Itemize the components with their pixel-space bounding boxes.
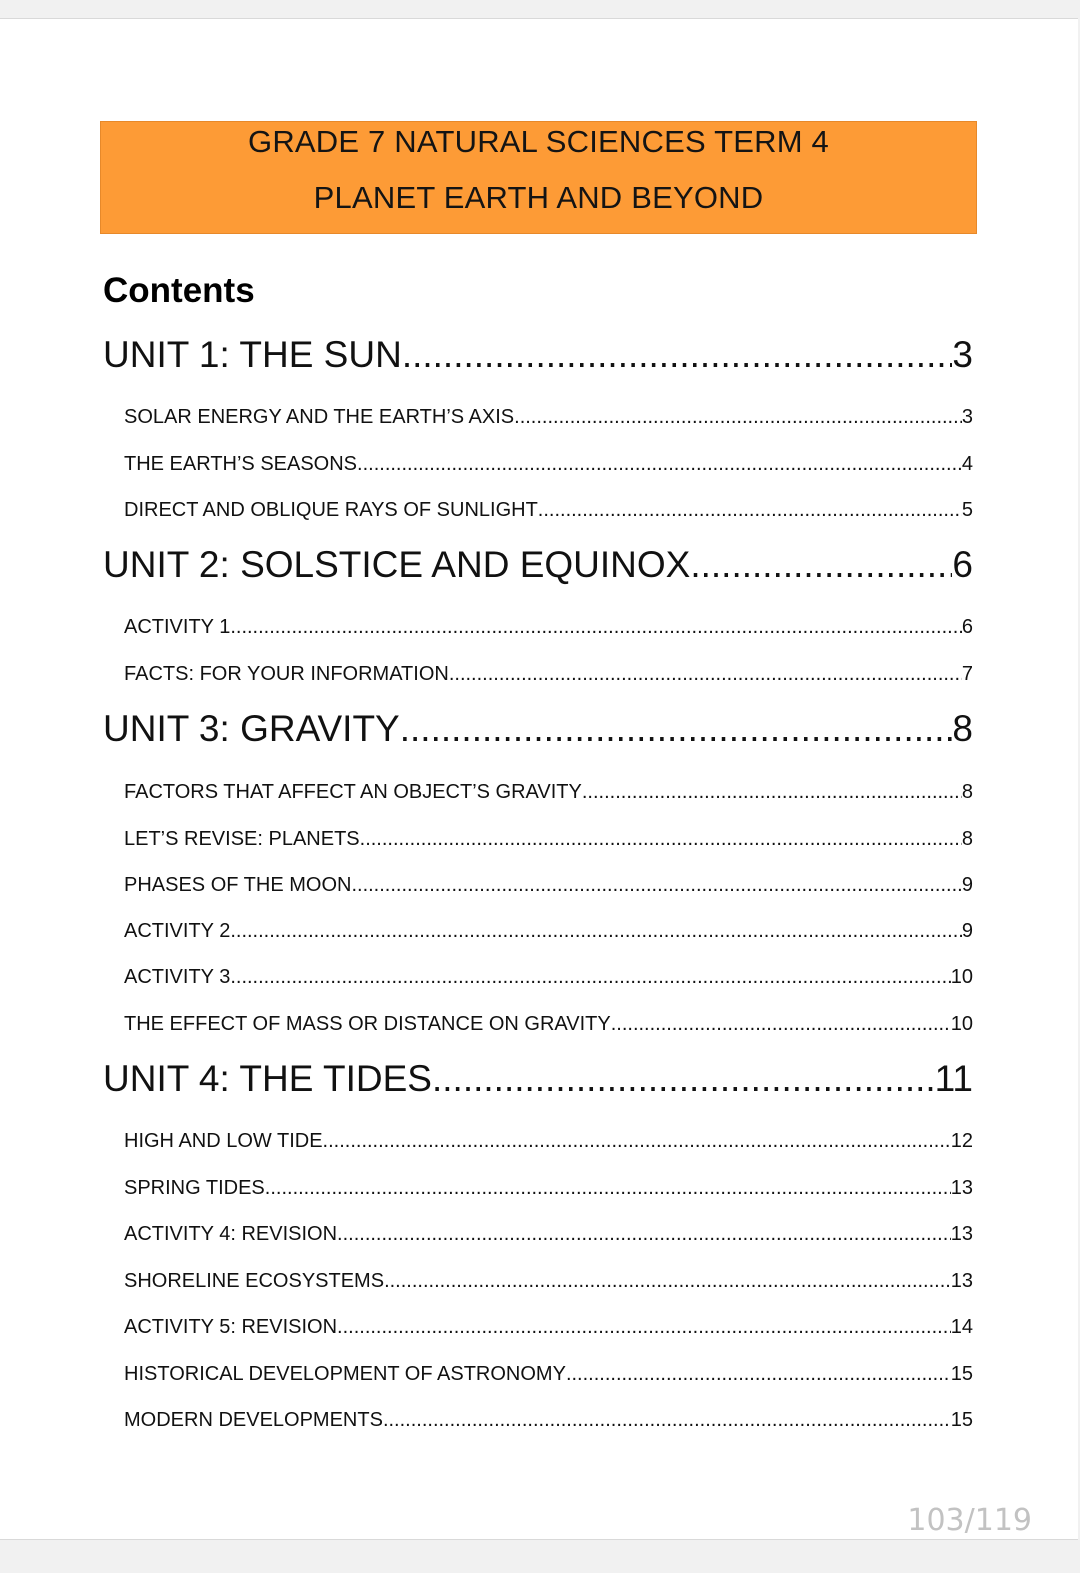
toc-page-number: 12 [950, 1130, 973, 1152]
toc-page-number: 13 [950, 1270, 973, 1292]
toc-unit-1[interactable] [103, 332, 973, 378]
toc-entry-title: PHASES OF THE MOON [124, 874, 352, 896]
toc-page-number: 6 [952, 544, 973, 585]
toc-leader-dots [449, 661, 962, 687]
document-title-line1: GRADE 7 NATURAL SCIENCES TERM 4 [248, 124, 829, 159]
toc-entry[interactable] [124, 1221, 973, 1247]
toc-leader-dots [400, 706, 953, 752]
toc-entry[interactable] [124, 497, 973, 523]
toc-entry-title: ACTIVITY 4: REVISION [124, 1223, 338, 1245]
toc-leader-dots [360, 826, 962, 852]
toc-page-number: 10 [950, 966, 973, 988]
toc-leader-dots [265, 1175, 951, 1201]
toc-unit-title: UNIT 1: THE SUN [103, 334, 402, 375]
toc-page-number: 7 [961, 663, 973, 685]
toc-page-number: 3 [961, 406, 973, 428]
toc-entry-title: FACTS: FOR YOUR INFORMATION [124, 663, 449, 685]
toc-leader-dots [230, 614, 962, 640]
toc-entry[interactable] [124, 1175, 973, 1201]
toc-page-number: 8 [961, 828, 973, 850]
toc-page-number: 5 [961, 499, 973, 521]
toc-entry-title: HIGH AND LOW TIDE [124, 1130, 323, 1152]
toc-entry[interactable] [124, 779, 973, 805]
toc-page-number: 6 [961, 616, 973, 638]
toc-page-number: 15 [950, 1363, 973, 1385]
toc-entry[interactable] [124, 614, 973, 640]
toc-unit-4[interactable] [103, 1056, 973, 1102]
toc-entry[interactable] [124, 661, 973, 687]
toc-page-number: 9 [961, 920, 973, 942]
toc-entry-title: MODERN DEVELOPMENTS [124, 1409, 383, 1431]
toc-page-number: 8 [952, 708, 973, 749]
toc-unit-title: UNIT 3: GRAVITY [103, 708, 400, 749]
toc-page-number: 9 [961, 874, 973, 896]
toc-leader-dots [357, 451, 962, 477]
toc-leader-dots [384, 1268, 951, 1294]
toc-page-number: 8 [961, 781, 973, 803]
toc-entry-title: LET’S REVISE: PLANETS [124, 828, 360, 850]
toc-leader-dots [611, 1011, 951, 1037]
toc-entry-title: ACTIVITY 5: REVISION [124, 1316, 338, 1338]
toc-leader-dots [582, 779, 962, 805]
toc-entry[interactable] [124, 1407, 973, 1433]
toc-entry[interactable] [124, 1268, 973, 1294]
toc-entry-title: SPRING TIDES [124, 1177, 265, 1199]
toc-entry-title: ACTIVITY 2 [124, 920, 231, 942]
toc-entry[interactable] [124, 404, 973, 430]
toc-entry-title: HISTORICAL DEVELOPMENT OF ASTRONOMY [124, 1363, 566, 1385]
toc-unit-2[interactable] [103, 542, 973, 588]
toc-entry[interactable] [124, 1128, 973, 1154]
toc-leader-dots [351, 872, 961, 898]
toc-leader-dots [432, 1056, 935, 1102]
toc-entry[interactable] [124, 1011, 973, 1037]
toc-leader-dots [337, 1314, 951, 1340]
toc-entry[interactable] [124, 1314, 973, 1340]
toc-page-number: 15 [950, 1409, 973, 1431]
toc-leader-dots [323, 1128, 951, 1154]
toc-leader-dots [383, 1407, 951, 1433]
toc-unit-title: UNIT 2: SOLSTICE AND EQUINOX [103, 544, 691, 585]
toc-leader-dots [538, 497, 962, 523]
toc-entry[interactable] [124, 1361, 973, 1387]
toc-leader-dots [230, 918, 962, 944]
toc-page-number: 3 [952, 334, 973, 375]
toc-leader-dots [402, 332, 953, 378]
document-title-line2: PLANET EARTH AND BEYOND [313, 180, 764, 215]
toc-entry-title: SHORELINE ECOSYSTEMS [124, 1270, 385, 1292]
toc-page-number: 13 [950, 1177, 973, 1199]
toc-leader-dots [337, 1221, 951, 1247]
toc-leader-dots [230, 964, 950, 990]
toc-page-number: 4 [961, 453, 973, 475]
toc-entry[interactable] [124, 451, 973, 477]
page-indicator: 103/119 [907, 1503, 1032, 1538]
toc-entry-title: FACTORS THAT AFFECT AN OBJECT’S GRAVITY [124, 781, 582, 803]
title-banner [100, 121, 977, 234]
toc-entry-title: SOLAR ENERGY AND THE EARTH’S AXIS [124, 406, 515, 428]
toc-entry[interactable] [124, 964, 973, 990]
toc-leader-dots [514, 404, 962, 430]
toc-entry[interactable] [124, 872, 973, 898]
toc-entry-title: ACTIVITY 3 [124, 966, 231, 988]
toc-page-number: 10 [950, 1013, 973, 1035]
toc-page-number: 14 [950, 1316, 973, 1338]
toc-leader-dots [690, 542, 952, 588]
toc-unit-3[interactable] [103, 706, 973, 752]
toc-entry-title: THE EARTH’S SEASONS [124, 453, 358, 475]
toc-unit-title: UNIT 4: THE TIDES [103, 1058, 432, 1099]
toc-leader-dots [566, 1361, 951, 1387]
toc-entry-title: DIRECT AND OBLIQUE RAYS OF SUNLIGHT [124, 499, 538, 521]
toc-page-number: 11 [934, 1058, 973, 1099]
toc-entry[interactable] [124, 918, 973, 944]
document-page [0, 18, 1078, 1540]
toc-entry[interactable] [124, 826, 973, 852]
toc-entry-title: THE EFFECT OF MASS OR DISTANCE ON GRAVITY [124, 1013, 611, 1035]
contents-heading: Contents [103, 271, 255, 310]
toc-entry-title: ACTIVITY 1 [124, 616, 231, 638]
toc-page-number: 13 [950, 1223, 973, 1245]
